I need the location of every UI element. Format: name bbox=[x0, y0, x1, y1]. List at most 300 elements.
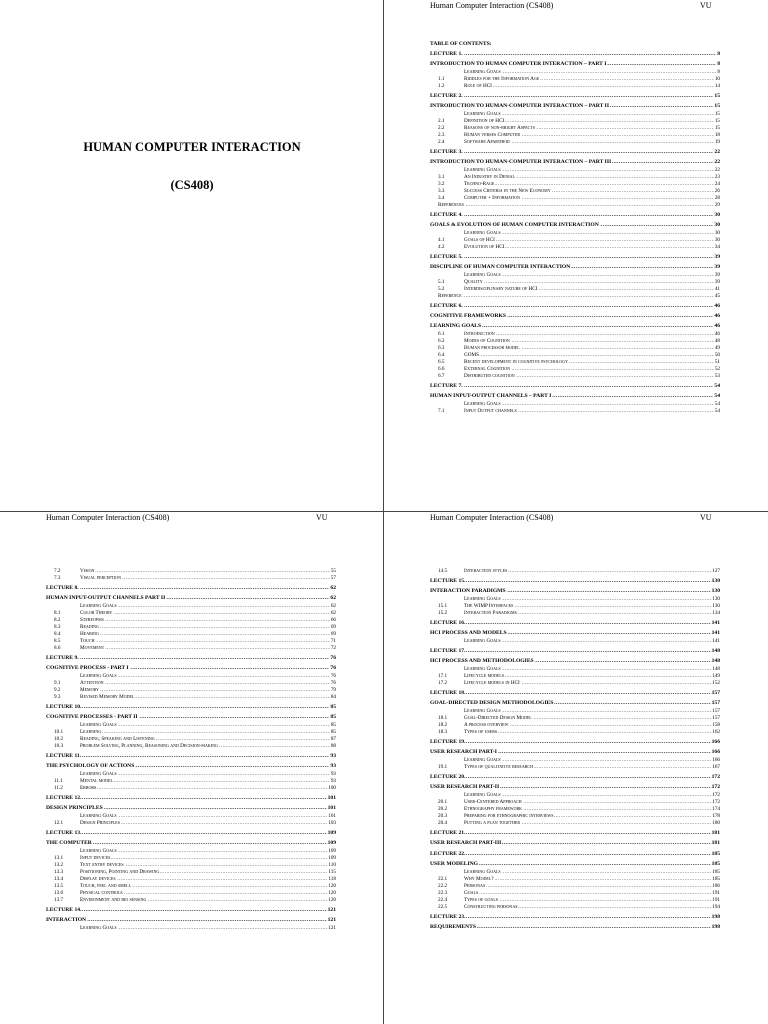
section-number: 22.1 bbox=[438, 876, 448, 882]
section-title: Memory bbox=[80, 687, 99, 693]
section-number: 20.4 bbox=[438, 820, 448, 826]
page-ref: 87 bbox=[330, 736, 336, 742]
toc-section-entry bbox=[430, 132, 720, 139]
section-title: Human processor model bbox=[464, 345, 520, 351]
running-head-title: Human Computer Interaction (CS408) bbox=[430, 513, 554, 522]
page-ref: 185 bbox=[711, 848, 720, 859]
section-title: Learning Goals bbox=[80, 603, 117, 609]
entry-title: HUMAN INPUT-OUTPUT CHANNELS – PART I bbox=[430, 393, 552, 399]
section-title: Goals bbox=[464, 890, 479, 896]
toc-section-entry bbox=[46, 820, 336, 827]
dot-leader bbox=[430, 293, 720, 300]
running-head-vu: VU bbox=[700, 1, 712, 10]
dot-leader bbox=[430, 209, 720, 220]
section-title: Learning Goals bbox=[464, 596, 501, 602]
page-ref: 93 bbox=[330, 763, 336, 769]
section-title: GOMS bbox=[464, 352, 479, 358]
toc-chapter-heading bbox=[430, 391, 720, 401]
toc-chapter-heading bbox=[430, 157, 720, 167]
entry-title: LECTURE 1. bbox=[430, 51, 463, 57]
section-title: Lifecycle models in HCI bbox=[464, 680, 520, 686]
page-ref: 10 bbox=[714, 76, 720, 82]
section-number: 3.2 bbox=[438, 181, 445, 187]
entry-title: HCI PROCESS AND MODELS bbox=[430, 630, 507, 636]
section-title: Reading bbox=[80, 624, 99, 630]
toc-chapter-heading bbox=[430, 311, 720, 321]
toc-section-entry bbox=[430, 764, 720, 771]
page-ref: 166 bbox=[712, 757, 720, 763]
section-title: Learning Goals bbox=[80, 673, 117, 679]
page-ref: 172 bbox=[712, 792, 720, 798]
page-ref: 15 bbox=[713, 90, 720, 101]
dot-leader bbox=[430, 827, 720, 838]
section-title: Learning Goals bbox=[464, 167, 501, 173]
toc-lecture-entry bbox=[430, 300, 720, 311]
page-ref: 54 bbox=[714, 393, 720, 399]
page-ref: 8 bbox=[716, 48, 720, 59]
page-ref: 28 bbox=[714, 195, 720, 201]
dot-leader bbox=[46, 652, 336, 663]
page-ref: 172 bbox=[711, 784, 720, 790]
page-ref: 50 bbox=[714, 352, 720, 358]
entry-title: COGNITIVE FRAMEWORKS bbox=[430, 313, 506, 319]
dot-leader bbox=[46, 792, 336, 803]
toc-section-entry bbox=[46, 855, 336, 862]
section-number: 4.2 bbox=[438, 244, 445, 250]
toc-section-entry bbox=[430, 883, 720, 890]
running-head-title: Human Computer Interaction (CS408) bbox=[430, 1, 554, 10]
section-title: Success Criteria in the New Economy bbox=[464, 188, 551, 194]
page-ref: 15 bbox=[714, 118, 720, 124]
cover-title: HUMAN COMPUTER INTERACTION bbox=[83, 140, 301, 154]
toc-section-entry bbox=[46, 876, 336, 883]
section-title: Learning bbox=[80, 729, 102, 735]
entry-title: INTRODUCTION TO HUMAN-COMPUTER INTERACTION – PART III bbox=[430, 159, 612, 165]
section-title: Learning Goals bbox=[80, 771, 117, 777]
toc-section-entry bbox=[430, 345, 720, 352]
dot-leader bbox=[430, 617, 720, 628]
toc-section-entry bbox=[430, 338, 720, 345]
section-number: 10.1 bbox=[54, 729, 64, 735]
toc-section-entry bbox=[46, 638, 336, 645]
page-ref: 120 bbox=[328, 890, 336, 896]
toc-section-entry bbox=[430, 359, 720, 366]
toc-lecture-entry bbox=[46, 827, 336, 838]
toc-lecture-entry bbox=[430, 209, 720, 220]
toc-lecture-entry bbox=[46, 904, 336, 915]
toc-section-entry bbox=[46, 778, 336, 785]
section-number: 2.1 bbox=[438, 118, 445, 124]
section-title: Personas bbox=[464, 883, 486, 889]
section-title: Learning Goals bbox=[80, 848, 117, 854]
toc-chapter-heading bbox=[46, 803, 336, 813]
toc-section-entry bbox=[430, 118, 720, 125]
page-ref: 198 bbox=[711, 911, 720, 922]
toc-section-entry bbox=[430, 813, 720, 820]
page-ref: 51 bbox=[714, 359, 720, 365]
toc-chapter-heading bbox=[430, 782, 720, 792]
toc-chapter-heading bbox=[46, 761, 336, 771]
page-ref: 24 bbox=[714, 181, 720, 187]
page-ref: 120 bbox=[328, 897, 336, 903]
section-title: Errors bbox=[80, 785, 97, 791]
cover-course-code: (CS408) bbox=[170, 178, 214, 192]
page-ref: 110 bbox=[328, 862, 336, 868]
page-ref: 30 bbox=[713, 209, 720, 220]
section-number: 8.4 bbox=[54, 631, 61, 637]
page-ref: 8 bbox=[717, 69, 720, 75]
dot-leader bbox=[430, 300, 720, 311]
page-ref: 141 bbox=[712, 638, 720, 644]
toc-section-entry bbox=[430, 286, 720, 293]
entry-title: COGNITIVE PROCESSES - PART II bbox=[46, 714, 138, 720]
page-ref: 84 bbox=[330, 694, 336, 700]
page-ref: 39 bbox=[714, 264, 720, 270]
section-title: Hearing bbox=[80, 631, 99, 637]
toc-section-entry bbox=[430, 230, 720, 237]
section-number: 7.1 bbox=[438, 408, 445, 414]
entry-title: LECTURE 19. bbox=[430, 739, 466, 745]
section-title: Distributed cognition bbox=[464, 373, 515, 379]
toc-section-entry bbox=[430, 373, 720, 380]
toc-section-entry bbox=[430, 792, 720, 799]
toc-lecture-entry bbox=[46, 582, 336, 593]
toc-section-entry bbox=[46, 743, 336, 750]
entry-title: LECTURE 7. bbox=[430, 383, 463, 389]
page-ref: 39 bbox=[713, 251, 720, 262]
section-number: 13.4 bbox=[54, 876, 64, 882]
page-ref: 180 bbox=[712, 820, 720, 826]
section-title: Putting a plan together bbox=[464, 820, 521, 826]
toc-lecture-entry bbox=[430, 251, 720, 262]
toc-section-entry bbox=[46, 869, 336, 876]
toc-section-entry bbox=[430, 638, 720, 645]
toc-section-entry bbox=[430, 610, 720, 617]
section-number: 13.5 bbox=[54, 883, 64, 889]
section-number: 6.2 bbox=[438, 338, 445, 344]
section-number: 6.5 bbox=[438, 359, 445, 365]
toc-section-entry bbox=[46, 862, 336, 869]
section-number: 20.1 bbox=[438, 799, 448, 805]
section-title: Types of goals bbox=[464, 897, 498, 903]
toc-page-2 bbox=[384, 0, 768, 512]
section-title: Environment and bio sensing bbox=[80, 897, 147, 903]
section-number: 22.5 bbox=[438, 904, 448, 910]
section-title: Recent development in cognitive psychology bbox=[464, 359, 568, 365]
toc-chapter-heading bbox=[430, 586, 720, 596]
section-number: 6.6 bbox=[438, 366, 445, 372]
section-title: External Cognition bbox=[464, 366, 511, 372]
dot-leader bbox=[430, 645, 720, 656]
toc-section-entry bbox=[430, 401, 720, 408]
section-title: Ethnography framework bbox=[464, 806, 523, 812]
section-number: 20.3 bbox=[438, 813, 448, 819]
section-number: 8.1 bbox=[54, 610, 61, 616]
toc-section-entry bbox=[430, 603, 720, 610]
toc-section-entry bbox=[430, 293, 720, 300]
section-title: Color Theory bbox=[80, 610, 113, 616]
toc-section-entry bbox=[46, 680, 336, 687]
page-ref: 71 bbox=[330, 638, 336, 644]
section-number: 6.7 bbox=[438, 373, 445, 379]
entry-title: LECTURE 2. bbox=[430, 93, 463, 99]
section-title: Preparing for ethnographic interviews bbox=[464, 813, 554, 819]
entry-title: COGNITIVE PROCESS - PART I bbox=[46, 665, 129, 671]
toc-lecture-entry bbox=[430, 645, 720, 656]
section-title: Learning Goals bbox=[464, 272, 501, 278]
page-ref: 93 bbox=[329, 750, 336, 761]
page-ref: 54 bbox=[714, 408, 720, 414]
page-ref: 79 bbox=[330, 687, 336, 693]
section-number: 9.3 bbox=[54, 694, 61, 700]
page-ref: 46 bbox=[713, 300, 720, 311]
toc-chapter-heading bbox=[430, 859, 720, 869]
toc-page-3 bbox=[0, 512, 384, 1024]
page-ref: 85 bbox=[330, 722, 336, 728]
toc-section-entry bbox=[430, 76, 720, 83]
page-ref: 130 bbox=[712, 603, 720, 609]
section-number: 6.3 bbox=[438, 345, 445, 351]
section-title: Attention bbox=[80, 680, 104, 686]
section-title: Learning Goals bbox=[464, 230, 501, 236]
page-ref: 76 bbox=[330, 673, 336, 679]
toc-section-entry bbox=[430, 757, 720, 764]
toc-section-entry bbox=[430, 568, 720, 575]
toc-lecture-entry bbox=[430, 48, 720, 59]
section-title: Learning Goals bbox=[464, 401, 501, 407]
section-number: 13.7 bbox=[54, 897, 64, 903]
page-ref: 62 bbox=[330, 610, 336, 616]
entry-title: LECTURE 4. bbox=[430, 212, 463, 218]
section-title: Human verses Computer bbox=[464, 132, 521, 138]
page-ref: 174 bbox=[712, 806, 720, 812]
toc-list bbox=[46, 568, 336, 932]
entry-title: THE PSYCHOLOGY OF ACTIONS bbox=[46, 763, 135, 769]
toc-section-entry bbox=[46, 771, 336, 778]
entry-title: REQUIREMENTS bbox=[430, 924, 477, 930]
toc-section-entry bbox=[46, 883, 336, 890]
page-ref: 39 bbox=[714, 272, 720, 278]
page-ref: 167 bbox=[712, 764, 720, 770]
toc-section-entry bbox=[430, 244, 720, 251]
page-ref: 130 bbox=[711, 575, 720, 586]
section-title: A process overview bbox=[464, 722, 509, 728]
section-title: Computer + Information bbox=[464, 195, 521, 201]
toc-section-entry bbox=[430, 904, 720, 911]
page-ref: 30 bbox=[714, 230, 720, 236]
page-ref: 141 bbox=[711, 617, 720, 628]
page-ref: 172 bbox=[711, 771, 720, 782]
entry-title: LEARNING GOALS bbox=[430, 323, 482, 329]
section-number: 8.3 bbox=[54, 624, 61, 630]
section-number: 8.5 bbox=[54, 638, 61, 644]
section-title: Learning Goals bbox=[464, 666, 501, 672]
page-ref: 191 bbox=[712, 897, 720, 903]
section-number: 3.1 bbox=[438, 174, 445, 180]
toc-lecture-entry bbox=[46, 750, 336, 761]
toc-lecture-entry bbox=[46, 652, 336, 663]
page-ref: 8 bbox=[717, 61, 720, 67]
toc-section-entry bbox=[46, 624, 336, 631]
section-number: 18.1 bbox=[438, 715, 448, 721]
section-number: 9.2 bbox=[54, 687, 61, 693]
page-ref: 149 bbox=[712, 673, 720, 679]
entry-title: USER RESEARCH PART-III bbox=[430, 840, 502, 846]
section-title: Learning Goals bbox=[464, 869, 501, 875]
section-number: 10.2 bbox=[54, 736, 64, 742]
section-number: 3.3 bbox=[438, 188, 445, 194]
entry-title: USER RESEARCH PART-II bbox=[430, 784, 500, 790]
toc-section-entry bbox=[430, 83, 720, 90]
section-title: Goals of HCI bbox=[464, 237, 495, 243]
section-number: 19.1 bbox=[438, 764, 448, 770]
dot-leader bbox=[430, 848, 720, 859]
toc-section-entry bbox=[46, 610, 336, 617]
section-title: Why Model? bbox=[464, 876, 494, 882]
page-ref: 93 bbox=[330, 778, 336, 784]
page-ref: 121 bbox=[328, 925, 336, 931]
section-number: 5.2 bbox=[438, 286, 445, 292]
table-of-contents bbox=[430, 40, 720, 415]
section-number: 15.2 bbox=[438, 610, 448, 616]
toc-section-entry bbox=[430, 331, 720, 338]
page-ref: 69 bbox=[330, 631, 336, 637]
page-ref: 62 bbox=[330, 595, 336, 601]
dot-leader bbox=[430, 251, 720, 262]
section-title: Text entry devices bbox=[80, 862, 124, 868]
toc-section-entry bbox=[430, 806, 720, 813]
page-ref: 130 bbox=[712, 596, 720, 602]
entry-title: LECTURE 14. bbox=[46, 907, 82, 913]
toc-section-entry bbox=[430, 167, 720, 174]
entry-title: LECTURE 21. bbox=[430, 830, 466, 836]
entry-title: INTRODUCTION TO HUMAN COMPUTER INTERACTION – PART I bbox=[430, 61, 607, 67]
toc-lecture-entry bbox=[430, 146, 720, 157]
section-title: Revised Memory Model bbox=[80, 694, 135, 700]
section-title: Reference bbox=[438, 293, 462, 299]
entry-title: INTRODUCTION TO HUMAN-COMPUTER INTERACTION – PART II bbox=[430, 103, 610, 109]
toc-section-entry bbox=[46, 813, 336, 820]
page-ref: 76 bbox=[329, 652, 336, 663]
entry-title: LECTURE 3. bbox=[430, 149, 463, 155]
section-number: 14.5 bbox=[438, 568, 448, 574]
page-ref: 148 bbox=[712, 666, 720, 672]
section-number: 5.1 bbox=[438, 279, 445, 285]
toc-section-entry bbox=[46, 673, 336, 680]
toc-section-entry bbox=[430, 666, 720, 673]
section-number: 1.2 bbox=[438, 83, 445, 89]
page-ref: 72 bbox=[330, 645, 336, 651]
toc-lecture-entry bbox=[430, 771, 720, 782]
page-ref: 191 bbox=[712, 890, 720, 896]
section-title: References bbox=[438, 202, 464, 208]
toc-section-entry bbox=[430, 890, 720, 897]
page-ref: 178 bbox=[712, 813, 720, 819]
section-number: 10.3 bbox=[54, 743, 64, 749]
page-ref: 185 bbox=[712, 876, 720, 882]
page-ref: 23 bbox=[714, 174, 720, 180]
page-ref: 45 bbox=[714, 293, 720, 299]
page-ref: 18 bbox=[714, 132, 720, 138]
page-ref: 121 bbox=[327, 917, 336, 923]
section-title: Interaction Paradigms bbox=[464, 610, 517, 616]
toc-section-entry bbox=[46, 687, 336, 694]
page-ref: 158 bbox=[712, 722, 720, 728]
page-ref: 85 bbox=[329, 701, 336, 712]
page-ref: 52 bbox=[714, 366, 720, 372]
toc-section-entry bbox=[46, 568, 336, 575]
page-ref: 101 bbox=[327, 792, 336, 803]
toc-section-entry bbox=[430, 673, 720, 680]
page-ref: 54 bbox=[714, 401, 720, 407]
entry-title: INTERACTION bbox=[46, 917, 87, 923]
page-ref: 141 bbox=[711, 630, 720, 636]
page-ref: 118 bbox=[328, 876, 336, 882]
section-number: 13.6 bbox=[54, 890, 64, 896]
section-number: 11.1 bbox=[54, 778, 63, 784]
page-ref: 93 bbox=[330, 771, 336, 777]
page-ref: 34 bbox=[714, 244, 720, 250]
toc-section-entry bbox=[430, 596, 720, 603]
page-ref: 198 bbox=[711, 924, 720, 930]
entry-title: LECTURE 11. bbox=[46, 753, 82, 759]
toc-section-entry bbox=[430, 680, 720, 687]
section-title: Input devices bbox=[80, 855, 111, 861]
entry-title: LECTURE 10. bbox=[46, 704, 82, 710]
dot-leader bbox=[46, 582, 336, 593]
toc-section-entry bbox=[46, 729, 336, 736]
page-ref: 115 bbox=[328, 869, 336, 875]
section-number: 8.6 bbox=[54, 645, 61, 651]
page-ref: 185 bbox=[712, 869, 720, 875]
section-title: Visual perception bbox=[80, 575, 122, 581]
entry-title: LECTURE 12. bbox=[46, 795, 82, 801]
page-ref: 172 bbox=[712, 799, 720, 805]
toc-chapter-heading bbox=[430, 698, 720, 708]
toc-section-entry bbox=[430, 139, 720, 146]
section-title: Movement bbox=[80, 645, 105, 651]
page-ref: 53 bbox=[714, 373, 720, 379]
toc-chapter-heading bbox=[430, 656, 720, 666]
entry-title: LECTURE 15. bbox=[430, 578, 466, 584]
page-ref: 62 bbox=[329, 582, 336, 593]
section-title: Riddles for the Information Age bbox=[464, 76, 540, 82]
section-number: 22.4 bbox=[438, 897, 448, 903]
toc-section-entry bbox=[430, 69, 720, 76]
section-number: 3.4 bbox=[438, 195, 445, 201]
toc-chapter-heading bbox=[430, 838, 720, 848]
page-ref: 157 bbox=[712, 715, 720, 721]
section-number: 13.3 bbox=[54, 869, 64, 875]
page-ref: 49 bbox=[714, 345, 720, 351]
toc-section-entry bbox=[430, 237, 720, 244]
section-title: Techno-Rage bbox=[464, 181, 495, 187]
toc-section-entry bbox=[46, 736, 336, 743]
entry-title: LECTURE 13. bbox=[46, 830, 82, 836]
section-title: Software Apartheid bbox=[464, 139, 510, 145]
dot-leader bbox=[46, 904, 336, 915]
toc-lecture-entry bbox=[430, 687, 720, 698]
page-ref: 57 bbox=[330, 575, 336, 581]
entry-title: USER MODELING bbox=[430, 861, 479, 867]
section-title: Learning Goals bbox=[464, 69, 501, 75]
section-title: Interaction styles bbox=[464, 568, 508, 574]
toc-lecture-entry bbox=[430, 617, 720, 628]
dot-leader bbox=[430, 48, 720, 59]
entry-title: LECTURE 5. bbox=[430, 254, 463, 260]
entry-title: USER RESEARCH PART-I bbox=[430, 749, 497, 755]
page-ref: 85 bbox=[330, 714, 336, 720]
